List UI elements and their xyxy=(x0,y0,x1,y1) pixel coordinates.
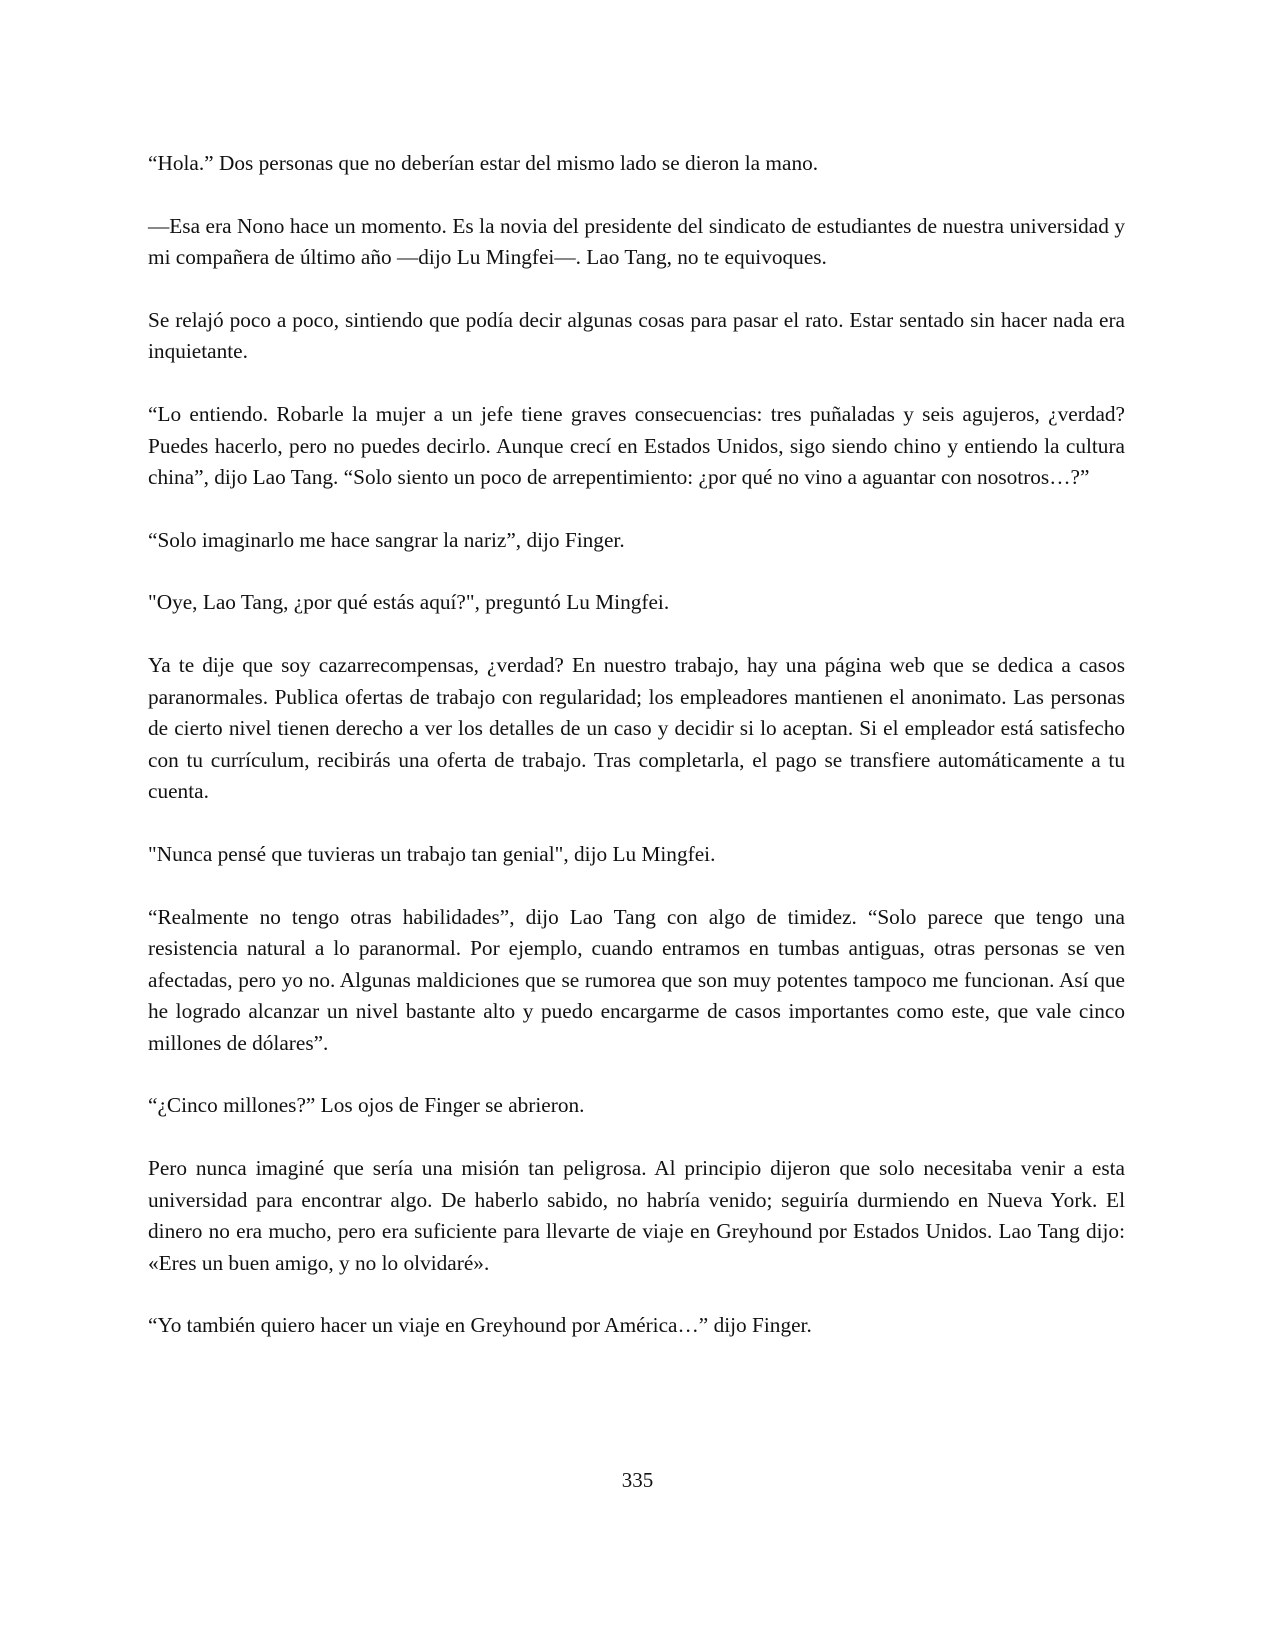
paragraph-relaxed: Se relajó poco a poco, sintiendo que podía decir algunas cosas para pasar el rato. Estar sentado sin hacer nada era inquietante. xyxy=(148,307,1125,364)
paragraph-bounty-hunter: Ya te dije que soy cazarrecompensas, ¿verdad? En nuestro trabajo, hay una página web que se dedica a casos paranormales. Publica ofertas de trabajo con regularidad; los empleadores mantienen el anonimato. Las personas de cierto nivel tienen derecho a ver los detalles de un caso y decidir si lo aceptan. Si el empleador está satisfecho con tu currículum, recibirás una oferta de trabajo. Tras completarla, el pago se transfiere automáticamente a tu cuenta. xyxy=(148,652,1125,804)
paragraph-no-other-skills: “Realmente no tengo otras habilidades”, dijo Lao Tang con algo de timidez. “Solo parece que tengo una resistencia natural a lo paranormal. Por ejemplo, cuando entramos en tumbas antiguas, otras personas se ven afectadas, pero yo no. Algunas maldiciones que se rumorea que son muy potentes tampoco me funcionan. Así que he logrado alcanzar un nivel bastante alto y puedo encargarme de casos importantes como este, que vale cinco millones de dólares”. xyxy=(148,904,1125,1055)
paragraph-greyhound-trip: “Yo también quiero hacer un viaje en Greyhound por América…” dijo Finger. xyxy=(148,1313,812,1338)
paragraph-nono-intro: —Esa era Nono hace un momento. Es la novia del presidente del sindicato de estudiantes de nuestra universidad y mi compañera de último año —dijo Lu Mingfei—. Lao Tang, no te equivoques. xyxy=(148,213,1125,270)
paragraph-cool-job: "Nunca pensé que tuvieras un trabajo tan genial", dijo Lu Mingfei. xyxy=(148,841,716,866)
paragraph-greeting: “Hola.” Dos personas que no deberían estar del mismo lado se dieron la mano. xyxy=(148,151,819,175)
paragraph-dangerous-mission: Pero nunca imaginé que sería una misión tan peligrosa. Al principio dijeron que solo necesitaba venir a esta universidad para encontrar algo. De haberlo sabido, no habría venido; seguiría durmiendo en Nueva York. El dinero no era mucho, pero era suficiente para llevarte de viaje en Greyhound por Estados Unidos. Lao Tang dijo: «Eres un buen amigo, y no lo olvidaré». xyxy=(148,1156,1125,1275)
paragraph-why-here: "Oye, Lao Tang, ¿por qué estás aquí?", preguntó Lu Mingfei. xyxy=(148,590,670,615)
paragraph-lao-tang-understands: “Lo entiendo. Robarle la mujer a un jefe tiene graves consecuencias: tres puñaladas y seis agujeros, ¿verdad? Puedes hacerlo, pero no puedes decirlo. Aunque crecí en Estados Unidos, sigo siendo chino y entiendo la cultura china”, dijo Lao Tang. “Solo siento un poco de arrepentimiento: ¿por qué no vino a aguantar con nosotros…?” xyxy=(148,401,1125,490)
paragraph-five-million: “¿Cinco millones?” Los ojos de Finger se abrieron. xyxy=(148,1093,585,1118)
body-text xyxy=(148,148,1125,1373)
page-number: 335 xyxy=(621,1468,654,1492)
paragraph-finger-nosebleed: “Solo imaginarlo me hace sangrar la nariz”, dijo Finger. xyxy=(148,527,625,552)
